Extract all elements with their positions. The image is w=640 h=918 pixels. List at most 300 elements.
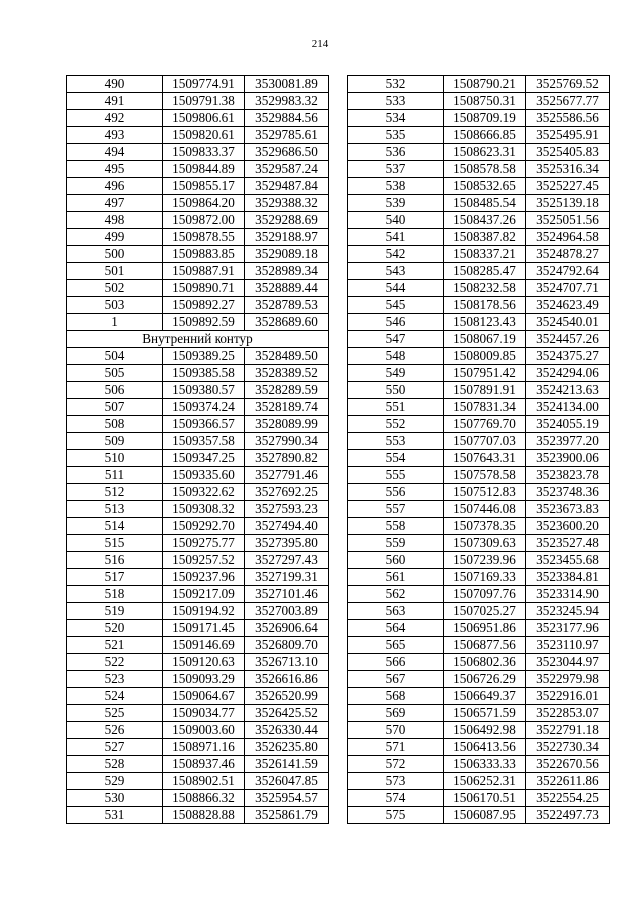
table-row (348, 705, 610, 722)
table-row (348, 399, 610, 416)
x-coordinate-cell: 1509194.92 (163, 603, 245, 620)
point-number-cell: 507 (67, 399, 163, 416)
point-number-cell: 536 (348, 144, 444, 161)
x-coordinate-cell: 1509335.60 (163, 467, 245, 484)
point-number-cell: 555 (348, 467, 444, 484)
y-coordinate-cell: 3526425.52 (245, 705, 329, 722)
point-number-cell: 506 (67, 382, 163, 399)
y-coordinate-cell: 3529487.84 (245, 178, 329, 195)
table-row (67, 450, 329, 467)
y-coordinate-cell: 3530081.89 (245, 76, 329, 93)
y-coordinate-cell: 3528389.52 (245, 365, 329, 382)
table-row (67, 212, 329, 229)
point-number-cell: 575 (348, 807, 444, 824)
x-coordinate-cell: 1509872.00 (163, 212, 245, 229)
table-row (348, 110, 610, 127)
y-coordinate-cell: 3529587.24 (245, 161, 329, 178)
x-coordinate-cell: 1509890.71 (163, 280, 245, 297)
y-coordinate-cell: 3528889.44 (245, 280, 329, 297)
point-number-cell: 516 (67, 552, 163, 569)
table-row (67, 467, 329, 484)
y-coordinate-cell: 3524375.27 (526, 348, 610, 365)
y-coordinate-cell: 3529089.18 (245, 246, 329, 263)
y-coordinate-cell: 3526713.10 (245, 654, 329, 671)
x-coordinate-cell: 1508437.26 (444, 212, 526, 229)
x-coordinate-cell: 1509892.59 (163, 314, 245, 331)
table-row (67, 807, 329, 824)
y-coordinate-cell: 3522611.86 (526, 773, 610, 790)
x-coordinate-cell: 1508866.32 (163, 790, 245, 807)
table-row (348, 331, 610, 348)
x-coordinate-cell: 1509034.77 (163, 705, 245, 722)
x-coordinate-cell: 1506252.31 (444, 773, 526, 790)
table-row (348, 603, 610, 620)
point-number-cell: 528 (67, 756, 163, 773)
x-coordinate-cell: 1507025.27 (444, 603, 526, 620)
table-row (348, 144, 610, 161)
point-number-cell: 573 (348, 773, 444, 790)
point-number-cell: 491 (67, 93, 163, 110)
y-coordinate-cell: 3525769.52 (526, 76, 610, 93)
table-row (348, 620, 610, 637)
point-number-cell: 527 (67, 739, 163, 756)
y-coordinate-cell: 3528689.60 (245, 314, 329, 331)
y-coordinate-cell: 3522497.73 (526, 807, 610, 824)
y-coordinate-cell: 3524964.58 (526, 229, 610, 246)
table-row (67, 161, 329, 178)
y-coordinate-cell: 3528189.74 (245, 399, 329, 416)
x-coordinate-cell: 1508937.46 (163, 756, 245, 773)
point-number-cell: 518 (67, 586, 163, 603)
table-row (67, 246, 329, 263)
y-coordinate-cell: 3524457.26 (526, 331, 610, 348)
y-coordinate-cell: 3528489.50 (245, 348, 329, 365)
y-coordinate-cell: 3524540.01 (526, 314, 610, 331)
y-coordinate-cell: 3529686.50 (245, 144, 329, 161)
table-row (67, 433, 329, 450)
table-row (67, 399, 329, 416)
x-coordinate-cell: 1509275.77 (163, 535, 245, 552)
y-coordinate-cell: 3525586.56 (526, 110, 610, 127)
y-coordinate-cell: 3522554.25 (526, 790, 610, 807)
x-coordinate-cell: 1508790.21 (444, 76, 526, 93)
section-row (67, 331, 329, 348)
point-number-cell: 529 (67, 773, 163, 790)
point-number-cell: 525 (67, 705, 163, 722)
y-coordinate-cell: 3527395.80 (245, 535, 329, 552)
x-coordinate-cell: 1507169.33 (444, 569, 526, 586)
y-coordinate-cell: 3528989.34 (245, 263, 329, 280)
table-row (348, 195, 610, 212)
y-coordinate-cell: 3528089.99 (245, 416, 329, 433)
y-coordinate-cell: 3524623.49 (526, 297, 610, 314)
y-coordinate-cell: 3526906.64 (245, 620, 329, 637)
table-row (348, 637, 610, 654)
coordinates-table-right (347, 75, 610, 824)
y-coordinate-cell: 3523977.20 (526, 433, 610, 450)
y-coordinate-cell: 3523044.97 (526, 654, 610, 671)
x-coordinate-cell: 1507951.42 (444, 365, 526, 382)
x-coordinate-cell: 1507309.63 (444, 535, 526, 552)
table-row (348, 484, 610, 501)
y-coordinate-cell: 3525677.77 (526, 93, 610, 110)
x-coordinate-cell: 1508387.82 (444, 229, 526, 246)
table-row (67, 382, 329, 399)
table-row (67, 620, 329, 637)
point-number-cell: 559 (348, 535, 444, 552)
table-row (348, 416, 610, 433)
x-coordinate-cell: 1509380.57 (163, 382, 245, 399)
y-coordinate-cell: 3524878.27 (526, 246, 610, 263)
x-coordinate-cell: 1506571.59 (444, 705, 526, 722)
point-number-cell: 510 (67, 450, 163, 467)
table-row (67, 76, 329, 93)
y-coordinate-cell: 3523455.68 (526, 552, 610, 569)
table-row (348, 569, 610, 586)
point-number-cell: 570 (348, 722, 444, 739)
table-row (67, 263, 329, 280)
y-coordinate-cell: 3525861.79 (245, 807, 329, 824)
table-row (348, 127, 610, 144)
point-number-cell: 567 (348, 671, 444, 688)
point-number-cell: 517 (67, 569, 163, 586)
y-coordinate-cell: 3523314.90 (526, 586, 610, 603)
point-number-cell: 505 (67, 365, 163, 382)
x-coordinate-cell: 1508666.85 (444, 127, 526, 144)
x-coordinate-cell: 1506726.29 (444, 671, 526, 688)
x-coordinate-cell: 1506951.86 (444, 620, 526, 637)
point-number-cell: 513 (67, 501, 163, 518)
y-coordinate-cell: 3525051.56 (526, 212, 610, 229)
point-number-cell: 509 (67, 433, 163, 450)
y-coordinate-cell: 3524055.19 (526, 416, 610, 433)
y-coordinate-cell: 3525227.45 (526, 178, 610, 195)
table-row (348, 263, 610, 280)
point-number-cell: 574 (348, 790, 444, 807)
x-coordinate-cell: 1509774.91 (163, 76, 245, 93)
x-coordinate-cell: 1508009.85 (444, 348, 526, 365)
x-coordinate-cell: 1507512.83 (444, 484, 526, 501)
x-coordinate-cell: 1509357.58 (163, 433, 245, 450)
table-row (67, 654, 329, 671)
table-row (67, 756, 329, 773)
table-row (67, 178, 329, 195)
x-coordinate-cell: 1508623.31 (444, 144, 526, 161)
x-coordinate-cell: 1507097.76 (444, 586, 526, 603)
y-coordinate-cell: 3526809.70 (245, 637, 329, 654)
point-number-cell: 554 (348, 450, 444, 467)
point-number-cell: 490 (67, 76, 163, 93)
x-coordinate-cell: 1506087.95 (444, 807, 526, 824)
table-row (348, 535, 610, 552)
point-number-cell: 540 (348, 212, 444, 229)
point-number-cell: 494 (67, 144, 163, 161)
x-coordinate-cell: 1507643.31 (444, 450, 526, 467)
point-number-cell: 542 (348, 246, 444, 263)
x-coordinate-cell: 1507891.91 (444, 382, 526, 399)
point-number-cell: 502 (67, 280, 163, 297)
table-row (348, 348, 610, 365)
point-number-cell: 551 (348, 399, 444, 416)
x-coordinate-cell: 1507578.58 (444, 467, 526, 484)
x-coordinate-cell: 1508178.56 (444, 297, 526, 314)
table-row (67, 586, 329, 603)
table-row (67, 297, 329, 314)
table-row (67, 144, 329, 161)
x-coordinate-cell: 1509385.58 (163, 365, 245, 382)
x-coordinate-cell: 1509389.25 (163, 348, 245, 365)
table-row (348, 501, 610, 518)
x-coordinate-cell: 1506333.33 (444, 756, 526, 773)
table-row (348, 790, 610, 807)
table-row (348, 212, 610, 229)
point-number-cell: 560 (348, 552, 444, 569)
point-number-cell: 535 (348, 127, 444, 144)
y-coordinate-cell: 3524213.63 (526, 382, 610, 399)
x-coordinate-cell: 1508828.88 (163, 807, 245, 824)
y-coordinate-cell: 3525316.34 (526, 161, 610, 178)
point-number-cell: 495 (67, 161, 163, 178)
x-coordinate-cell: 1509806.61 (163, 110, 245, 127)
y-coordinate-cell: 3522730.34 (526, 739, 610, 756)
point-number-cell: 548 (348, 348, 444, 365)
x-coordinate-cell: 1508232.58 (444, 280, 526, 297)
x-coordinate-cell: 1508067.19 (444, 331, 526, 348)
table-row (348, 586, 610, 603)
point-number-cell: 547 (348, 331, 444, 348)
y-coordinate-cell: 3526520.99 (245, 688, 329, 705)
point-number-cell: 514 (67, 518, 163, 535)
y-coordinate-cell: 3527101.46 (245, 586, 329, 603)
table-row (67, 790, 329, 807)
y-coordinate-cell: 3522916.01 (526, 688, 610, 705)
table-row (348, 433, 610, 450)
y-coordinate-cell: 3522670.56 (526, 756, 610, 773)
point-number-cell: 545 (348, 297, 444, 314)
point-number-cell: 504 (67, 348, 163, 365)
x-coordinate-cell: 1509064.67 (163, 688, 245, 705)
point-number-cell: 530 (67, 790, 163, 807)
x-coordinate-cell: 1507378.35 (444, 518, 526, 535)
point-number-cell: 515 (67, 535, 163, 552)
y-coordinate-cell: 3523673.83 (526, 501, 610, 518)
y-coordinate-cell: 3529388.32 (245, 195, 329, 212)
table-row (67, 671, 329, 688)
point-number-cell: 562 (348, 586, 444, 603)
table-row (348, 229, 610, 246)
x-coordinate-cell: 1506492.98 (444, 722, 526, 739)
point-number-cell: 538 (348, 178, 444, 195)
y-coordinate-cell: 3524294.06 (526, 365, 610, 382)
point-number-cell: 531 (67, 807, 163, 824)
table-row (348, 671, 610, 688)
point-number-cell: 549 (348, 365, 444, 382)
point-number-cell: 563 (348, 603, 444, 620)
table-row (67, 603, 329, 620)
point-number-cell: 498 (67, 212, 163, 229)
table-row (67, 195, 329, 212)
table-row (348, 654, 610, 671)
point-number-cell: 532 (348, 76, 444, 93)
y-coordinate-cell: 3529884.56 (245, 110, 329, 127)
table-row (348, 297, 610, 314)
table-row (348, 552, 610, 569)
y-coordinate-cell: 3529288.69 (245, 212, 329, 229)
x-coordinate-cell: 1509855.17 (163, 178, 245, 195)
x-coordinate-cell: 1506170.51 (444, 790, 526, 807)
y-coordinate-cell: 3524134.00 (526, 399, 610, 416)
section-title: Внутренний контур (67, 331, 329, 348)
y-coordinate-cell: 3527199.31 (245, 569, 329, 586)
x-coordinate-cell: 1509844.89 (163, 161, 245, 178)
y-coordinate-cell: 3527494.40 (245, 518, 329, 535)
table-row (67, 501, 329, 518)
x-coordinate-cell: 1507831.34 (444, 399, 526, 416)
table-row (348, 280, 610, 297)
point-number-cell: 493 (67, 127, 163, 144)
x-coordinate-cell: 1508485.54 (444, 195, 526, 212)
x-coordinate-cell: 1506649.37 (444, 688, 526, 705)
point-number-cell: 520 (67, 620, 163, 637)
y-coordinate-cell: 3525954.57 (245, 790, 329, 807)
x-coordinate-cell: 1509374.24 (163, 399, 245, 416)
x-coordinate-cell: 1508285.47 (444, 263, 526, 280)
x-coordinate-cell: 1509864.20 (163, 195, 245, 212)
point-number-cell: 522 (67, 654, 163, 671)
point-number-cell: 561 (348, 569, 444, 586)
table-row (348, 382, 610, 399)
y-coordinate-cell: 3527003.89 (245, 603, 329, 620)
point-number-cell: 568 (348, 688, 444, 705)
x-coordinate-cell: 1509257.52 (163, 552, 245, 569)
point-number-cell: 556 (348, 484, 444, 501)
table-row (348, 722, 610, 739)
y-coordinate-cell: 3523177.96 (526, 620, 610, 637)
table-row (67, 314, 329, 331)
x-coordinate-cell: 1509292.70 (163, 518, 245, 535)
y-coordinate-cell: 3523384.81 (526, 569, 610, 586)
point-number-cell: 552 (348, 416, 444, 433)
point-number-cell: 512 (67, 484, 163, 501)
x-coordinate-cell: 1507707.03 (444, 433, 526, 450)
point-number-cell: 571 (348, 739, 444, 756)
table-row (348, 76, 610, 93)
y-coordinate-cell: 3524707.71 (526, 280, 610, 297)
table-row (348, 365, 610, 382)
table-row (348, 178, 610, 195)
point-number-cell: 500 (67, 246, 163, 263)
point-number-cell: 519 (67, 603, 163, 620)
x-coordinate-cell: 1509171.45 (163, 620, 245, 637)
y-coordinate-cell: 3523245.94 (526, 603, 610, 620)
y-coordinate-cell: 3523527.48 (526, 535, 610, 552)
table-row (67, 552, 329, 569)
x-coordinate-cell: 1509883.85 (163, 246, 245, 263)
table-row (67, 722, 329, 739)
table-row (67, 229, 329, 246)
point-number-cell: 553 (348, 433, 444, 450)
point-number-cell: 496 (67, 178, 163, 195)
table-row (67, 365, 329, 382)
y-coordinate-cell: 3522791.18 (526, 722, 610, 739)
y-coordinate-cell: 3525405.83 (526, 144, 610, 161)
x-coordinate-cell: 1509791.38 (163, 93, 245, 110)
point-number-cell: 497 (67, 195, 163, 212)
point-number-cell: 539 (348, 195, 444, 212)
table-row (348, 807, 610, 824)
y-coordinate-cell: 3527791.46 (245, 467, 329, 484)
y-coordinate-cell: 3527990.34 (245, 433, 329, 450)
table-row (67, 110, 329, 127)
table-row (348, 773, 610, 790)
y-coordinate-cell: 3523900.06 (526, 450, 610, 467)
table-row (67, 535, 329, 552)
y-coordinate-cell: 3522979.98 (526, 671, 610, 688)
x-coordinate-cell: 1509146.69 (163, 637, 245, 654)
table-row (348, 518, 610, 535)
y-coordinate-cell: 3526047.85 (245, 773, 329, 790)
x-coordinate-cell: 1506877.56 (444, 637, 526, 654)
point-number-cell: 499 (67, 229, 163, 246)
y-coordinate-cell: 3526141.59 (245, 756, 329, 773)
table-row (348, 314, 610, 331)
y-coordinate-cell: 3523600.20 (526, 518, 610, 535)
point-number-cell: 524 (67, 688, 163, 705)
table-row (67, 773, 329, 790)
point-number-cell: 572 (348, 756, 444, 773)
y-coordinate-cell: 3526616.86 (245, 671, 329, 688)
point-number-cell: 521 (67, 637, 163, 654)
point-number-cell: 1 (67, 314, 163, 331)
table-row (348, 688, 610, 705)
x-coordinate-cell: 1509003.60 (163, 722, 245, 739)
x-coordinate-cell: 1508123.43 (444, 314, 526, 331)
x-coordinate-cell: 1506802.36 (444, 654, 526, 671)
table-row (348, 161, 610, 178)
table-row (67, 518, 329, 535)
table-row (67, 127, 329, 144)
coordinates-table-left (66, 75, 329, 824)
y-coordinate-cell: 3522853.07 (526, 705, 610, 722)
x-coordinate-cell: 1509093.29 (163, 671, 245, 688)
y-coordinate-cell: 3527593.23 (245, 501, 329, 518)
table-row (348, 739, 610, 756)
x-coordinate-cell: 1507446.08 (444, 501, 526, 518)
y-coordinate-cell: 3529188.97 (245, 229, 329, 246)
y-coordinate-cell: 3523823.78 (526, 467, 610, 484)
y-coordinate-cell: 3528289.59 (245, 382, 329, 399)
y-coordinate-cell: 3527692.25 (245, 484, 329, 501)
y-coordinate-cell: 3525139.18 (526, 195, 610, 212)
table-row (67, 484, 329, 501)
x-coordinate-cell: 1509237.96 (163, 569, 245, 586)
point-number-cell: 544 (348, 280, 444, 297)
y-coordinate-cell: 3529983.32 (245, 93, 329, 110)
point-number-cell: 511 (67, 467, 163, 484)
y-coordinate-cell: 3527297.43 (245, 552, 329, 569)
y-coordinate-cell: 3529785.61 (245, 127, 329, 144)
point-number-cell: 533 (348, 93, 444, 110)
table-row (67, 688, 329, 705)
point-number-cell: 541 (348, 229, 444, 246)
x-coordinate-cell: 1509308.32 (163, 501, 245, 518)
x-coordinate-cell: 1508971.16 (163, 739, 245, 756)
x-coordinate-cell: 1508709.19 (444, 110, 526, 127)
table-row (67, 348, 329, 365)
x-coordinate-cell: 1508532.65 (444, 178, 526, 195)
x-coordinate-cell: 1506413.56 (444, 739, 526, 756)
y-coordinate-cell: 3524792.64 (526, 263, 610, 280)
